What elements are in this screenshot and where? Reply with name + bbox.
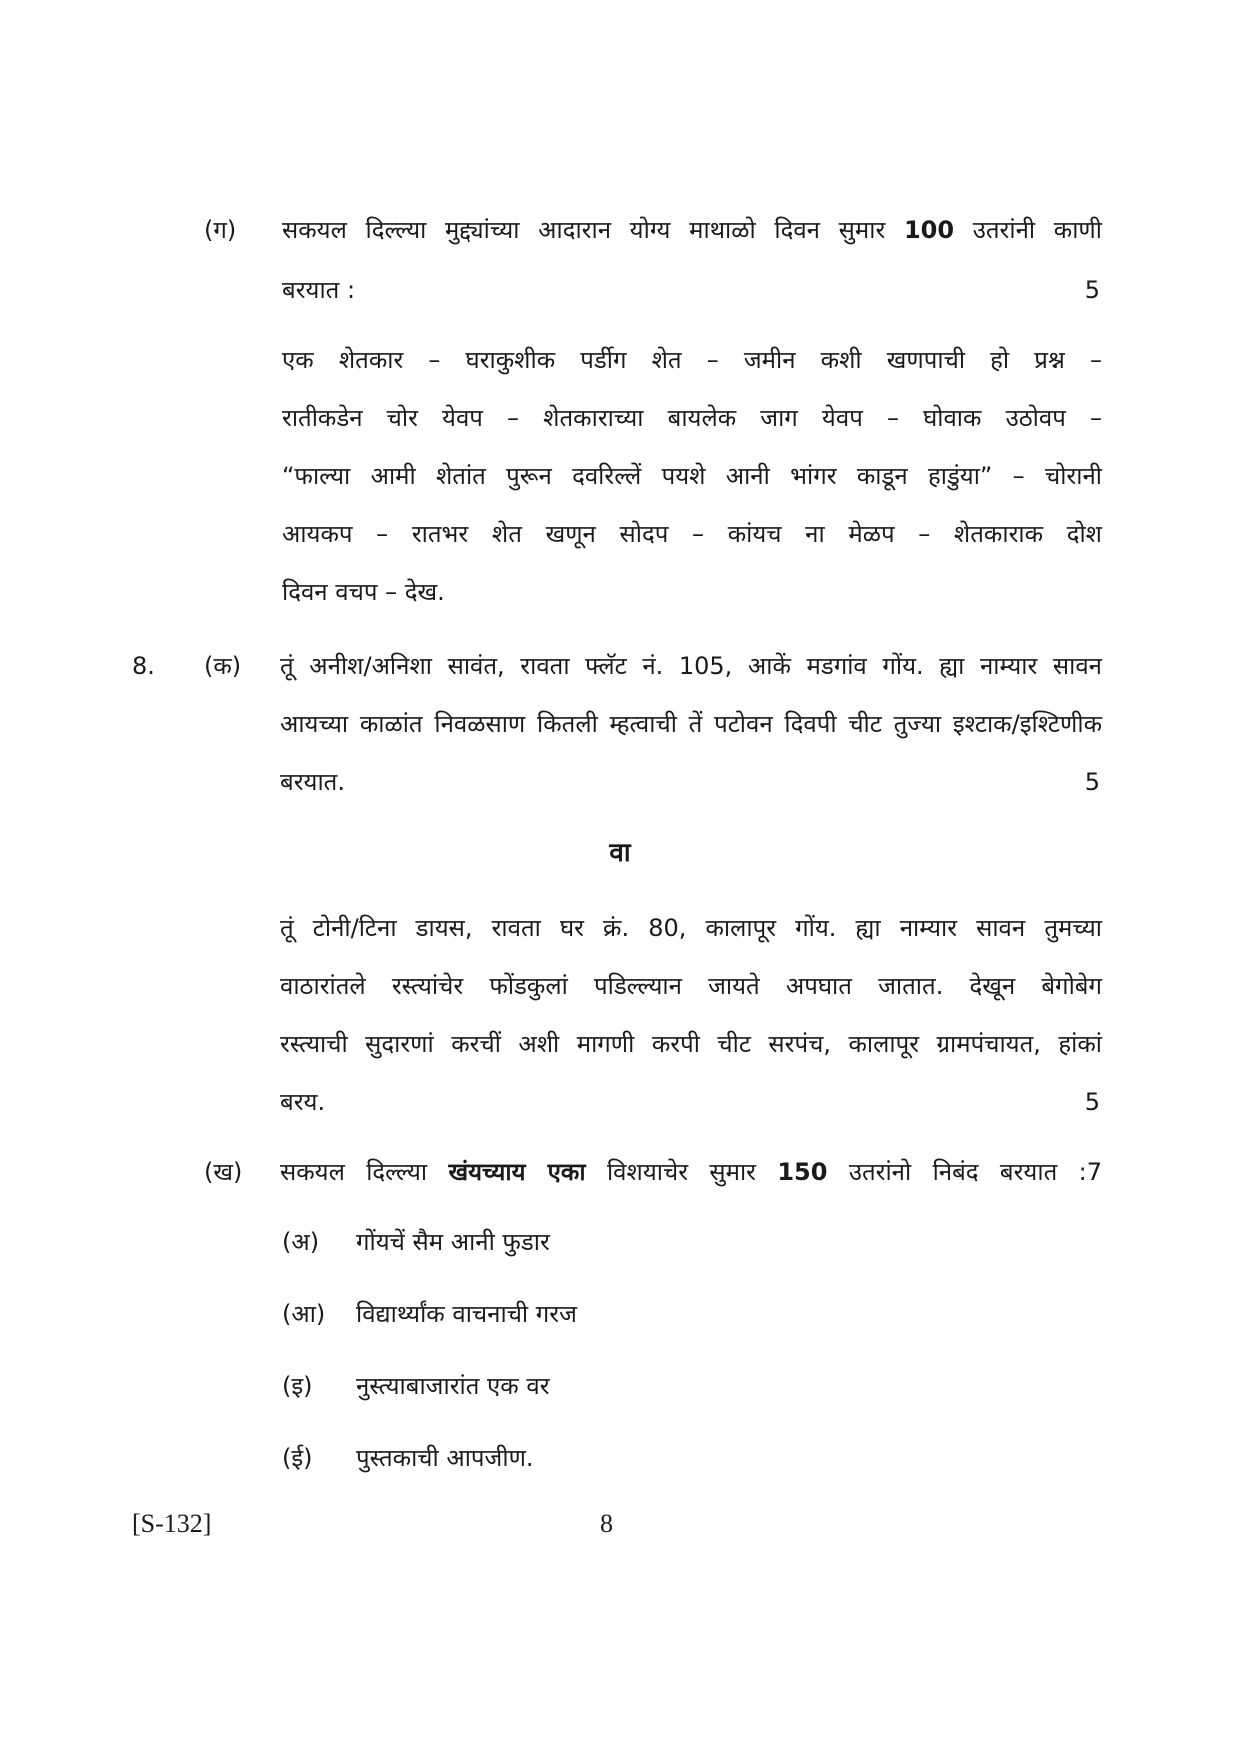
q8b-text-b: विशयाचेर सुमार	[606, 1158, 756, 1186]
paper-code: [S-132]	[132, 1509, 212, 1538]
option-label-4: (ई)	[282, 1444, 313, 1472]
page-number: 8	[600, 1509, 613, 1538]
q7c-line2: बरयात :	[282, 276, 356, 304]
q8a-last-line: बरयात.	[280, 768, 345, 796]
q7c-para-line-5: दिवन वचप – देख.	[282, 578, 445, 606]
option-text-4: पुस्तकाची आपजीण.	[356, 1444, 534, 1472]
q7c-marks: 5	[1084, 276, 1100, 304]
q7c-line1-text-a: सकयल दिल्ल्या मुद्द्यांच्या आदारान योग्य माथाळो दिवन सुमार	[282, 216, 886, 244]
option-label-1: (अ)	[282, 1228, 320, 1256]
q8b-text-bold: खंयच्याय एका	[448, 1158, 586, 1186]
q8a-line-2: आयच्या काळांत निवळसाण कितली म्हत्वाची तें पटोवन दिवपी चीट तुज्या इश्टाक/इश्टिणीक	[280, 710, 1102, 738]
q8-alt-line-1: तूं टोनी/टिना डायस, रावता घर क्रं. 80, कालापूर गोंय. ह्या नाम्यार सावन तुमच्या	[280, 914, 1102, 942]
q7c-line1-bold-number: 100	[903, 216, 955, 244]
q8b-label: (ख)	[204, 1158, 243, 1186]
q8-alt-line-2: वाठारांतले रस्त्यांचेर फोंडकुलां पडिल्ल्यान जायते अपघात जातात. देखून बेगोबेग	[280, 972, 1102, 1000]
q7c-para-line-2: रातीकडेन चोर येवप – शेतकाराच्या बायलेक जाग येवप – घोवाक उठोवप –	[282, 404, 1102, 432]
q7c-label: (ग)	[204, 216, 237, 244]
q8-alt-marks: 5	[1084, 1088, 1100, 1116]
q7c-para-line-4: आयकप – रातभर शेत खणून सोदप – कांयच ना मेळप – शेतकाराक दोश	[282, 520, 1102, 548]
q7c-para-line-1: एक शेतकार – घराकुशीक पर्डीग शेत – जमीन कशी खणपाची हो प्रश्न –	[282, 346, 1102, 374]
q8-alt-line-3: रस्त्याची सुदारणां करचीं अशी मागणी करपी चीट सरपंच, कालापूर ग्रामपंचायत, हांकां	[280, 1030, 1102, 1058]
or-heading: वा	[609, 838, 631, 868]
option-label-3: (इ)	[282, 1372, 313, 1400]
q8a-line-1: तूं अनीश/अनिशा सावंत, रावता फ्लॅट नं. 105, आकें मडगांव गोंय. ह्या नाम्यार सावन	[280, 652, 1102, 680]
q8-alt-last-line: बरय.	[280, 1088, 326, 1116]
q7c-line1-text-b: उतरांनी काणी	[972, 216, 1102, 244]
q7c-para-line-3: “फाल्या आमी शेतांत पुरून दवरिल्लें पयशे आनी भांगर काडून हाडुंया” – चोरानी	[282, 462, 1102, 490]
q8b-text-bold-number: 150	[777, 1158, 828, 1186]
q8a-label: (क)	[204, 652, 242, 680]
option-text-1: गोंयचें सैम आनी फुडार	[356, 1228, 550, 1256]
q7c-line1	[282, 214, 1102, 246]
option-text-2: विद्यार्थ्यांक वाचनाची गरज	[356, 1300, 577, 1328]
option-label-2: (आ)	[282, 1300, 326, 1328]
q8b-instruction	[280, 1156, 1102, 1188]
option-text-3: नुस्त्याबाजारांत एक वर	[356, 1372, 550, 1400]
q8a-marks: 5	[1084, 768, 1100, 796]
q8-number: 8.	[132, 652, 155, 680]
q8b-text-a: सकयल दिल्ल्या	[280, 1158, 428, 1186]
q8b-text-c: उतरांनो निबंद बरयात :7	[848, 1158, 1102, 1186]
